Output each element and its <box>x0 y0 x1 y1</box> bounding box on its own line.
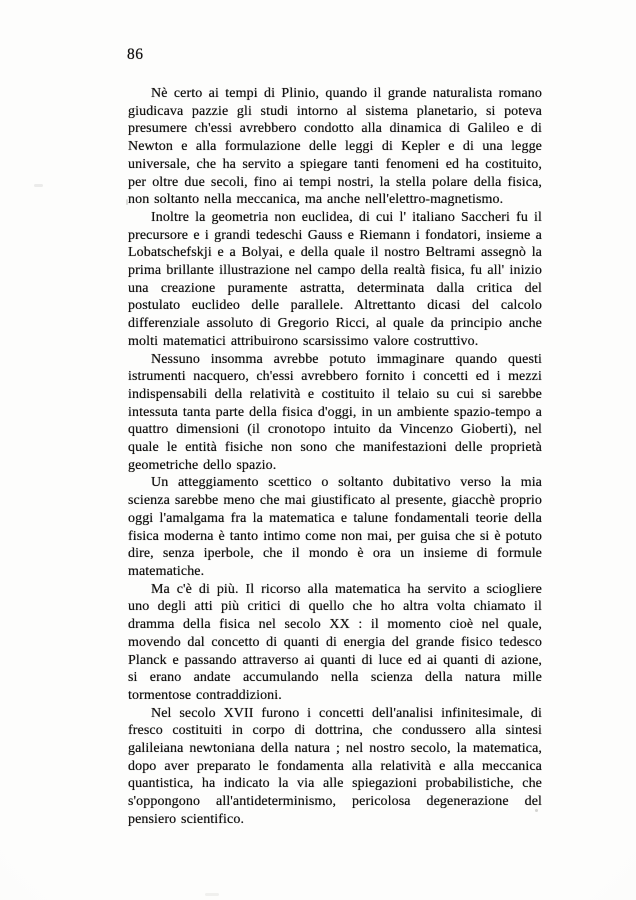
scan-artifact <box>34 184 43 187</box>
paragraph-3: Nessuno insomma avrebbe potuto immaginare quando questi istrumenti nacquero, ch'essi avrebbero fornito i concetti ed i mezzi indispensabili della relatività e costituito il telaio su cui si sarebbe intessuta tanta parte della fisica d'oggi, in un ambiente spazio-tempo a quattro dimensioni (il cronotopo intuito da Vincenzo Gioberti), nel quale le entità fisiche non sono che manifestazioni delle proprietà geometriche dello spazio. <box>128 351 542 473</box>
scan-artifact <box>205 893 219 896</box>
text-block <box>128 85 542 829</box>
scan-artifact <box>535 809 538 812</box>
scan-artifact <box>126 199 128 205</box>
paragraph-1: Nè certo ai tempi di Plinio, quando il grande naturalista romano giudicava pazzie gli studi intorno al sistema planetario, si poteva presumere ch'essi avrebbero condotto alla dinamica di Galileo e di Newton e alla formulazione delle leggi di Kepler e di una legge universale, che ha servito a spiegare tanti fenomeni ed ha costituito, per oltre due secoli, fino ai tempi nostri, la stella polare della fisica, non soltanto nella meccanica, ma anche nell'elettro-magnetismo. <box>128 86 542 208</box>
paragraph-4: Un atteggiamento scettico o soltanto dubitativo verso la mia scienza sarebbe meno che mai giustificato al presente, giacchè proprio oggi l'amalgama fra la matematica e talune fondamentali teorie della fisica moderna è tanto intimo come non mai, per guisa che si è potuto dire, senza iperbole, che il mondo è ora un insieme di formule matematiche. <box>128 475 542 579</box>
paragraph-6: Nel secolo XVII furono i concetti dell'analisi infinitesimale, di fresco costituiti in corpo di dottrina, che condussero alla sintesi galileiana newtoniana della natura ; nel nostro secolo, la matematica, dopo aver preparato le fondamenta alla relatività e alla meccanica quantistica, ha indicato la via alle spiegazioni probabilistiche, che s'oppongono all'antideterminismo, pericolosa degenerazione del pensiero scientifico. <box>128 705 542 827</box>
page-number: 86 <box>127 46 144 63</box>
paragraph-2: Inoltre la geometria non euclidea, di cui l' italiano Saccheri fu il precursore e i grandi tedeschi Gauss e Riemann i fondatori, insieme a Lobatschefskji e a Bolyai, e della quale il nostro Beltrami assegnò la prima brillante illustrazione nel campo della realtà fisica, fu all' inizio una creazione puramente astratta, determinata dalla critica del postulato euclideo delle parallele. Altrettanto dicasi del calcolo differenziale assoluto di Gregorio Ricci, al quale da principio anche molti matematici attribuirono scarsissimo valore costruttivo. <box>128 209 542 349</box>
paragraph-5: Ma c'è di più. Il ricorso alla matematica ha servito a sciogliere uno degli atti più critici di quello che ho altra volta chiamato il dramma della fisica nel secolo XX : il momento cioè nel quale, movendo dal concetto di quanti di energia del grande fisico tedesco Planck e passando attraverso ai quanti di luce ed ai quanti di azione, si erano andate accumulando nella scienza della natura mille tormentose contraddizioni. <box>128 581 542 703</box>
